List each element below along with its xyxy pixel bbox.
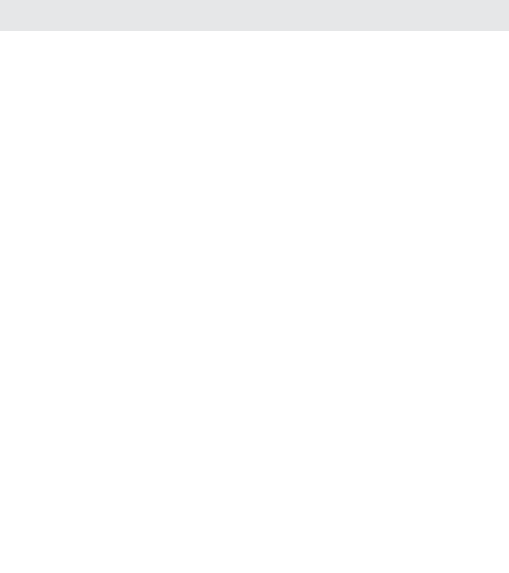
protein-table	[0, 0, 509, 31]
table-header	[0, 0, 509, 31]
